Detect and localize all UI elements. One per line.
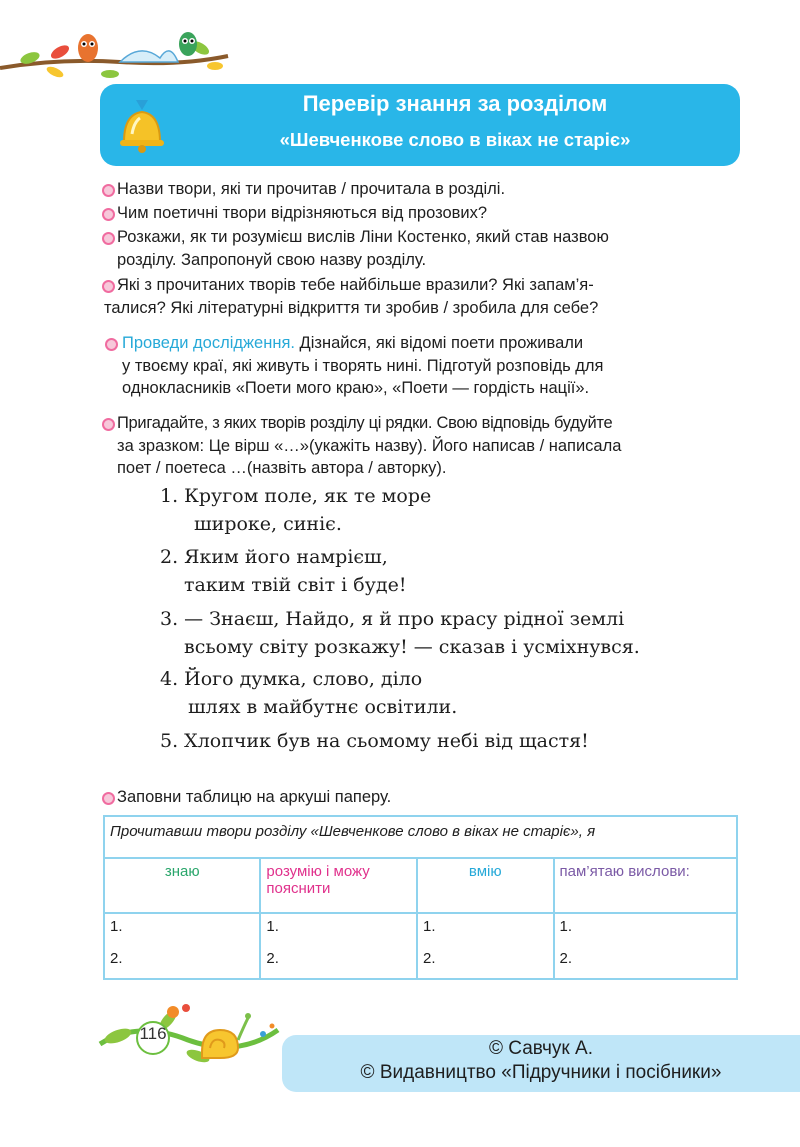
header-know: знаю <box>104 858 260 913</box>
bullet-icon <box>102 418 115 431</box>
bullet-icon <box>102 280 115 293</box>
copyright-author: © Савчук А. <box>489 1038 593 1059</box>
recall-text: Пригадайте, з яких творів розділу ці рядки. Свою відповідь будуйте <box>117 414 613 432</box>
question-text: Назви твори, які ти прочитав / прочитала в розділі. <box>117 180 506 198</box>
snail-flowers-decoration <box>98 1000 283 1072</box>
table-task <box>102 786 747 809</box>
table-cell: 2. <box>417 946 554 979</box>
header-understand <box>260 858 417 913</box>
banner-subtitle: «Шевченкове слово в віках не старіє» <box>279 129 631 150</box>
bell-icon <box>112 96 170 154</box>
question-text: талися? Які літературні відкриття ти зробив / зробила для себе? <box>104 298 599 317</box>
table-cell: 1. <box>104 913 260 946</box>
poem-line: 1. Кругом поле, як те море <box>160 485 432 507</box>
table-cell: 1. <box>554 913 737 946</box>
fill-table <box>103 815 738 980</box>
research-text: у твоєму краї, які живуть і творять нині. Підготуй розповідь для <box>122 356 604 375</box>
bullet-icon <box>102 184 115 197</box>
header-understand-line1: розумію і можу <box>266 863 370 880</box>
bullet-icon <box>105 338 118 351</box>
table-caption: Прочитавши твори розділу «Шевченкове слово в віках не старіє», я <box>104 816 737 858</box>
question-item <box>102 178 747 201</box>
research-text: однокласників «Поети мого краю», «Поети — гордість нації». <box>122 379 590 397</box>
header-remember: пам’ятаю вислови: <box>554 858 737 913</box>
banner-title: Перевір знання за розділом <box>302 91 608 116</box>
header-can: вмію <box>417 858 554 913</box>
question-item <box>102 274 747 319</box>
table-cell: 1. <box>417 913 554 946</box>
recall-text: поет / поетеса …(назвіть автора / авторку). <box>117 459 447 477</box>
table-cell: 2. <box>554 946 737 979</box>
question-text: Чим поетичні твори відрізняються від прозових? <box>117 204 488 222</box>
poem-line: 4. Його думка, слово, діло <box>160 668 423 690</box>
recall-task <box>102 412 747 480</box>
poem-line: шлях в майбутнє освітили. <box>188 696 458 718</box>
poem-line: всьому світу розкажу! — сказав і усміхнувся. <box>184 636 640 658</box>
question-text: Розкажи, як ти розумієш вислів Ліни Костенко, який став назвою <box>117 228 609 246</box>
table-cell: 2. <box>260 946 417 979</box>
table-task-text: Заповни таблицю на аркуші паперу. <box>117 788 392 806</box>
question-item <box>102 202 747 225</box>
bullet-icon <box>102 792 115 805</box>
bullet-icon <box>102 232 115 245</box>
research-highlight: Проведи дослідження. <box>122 334 295 352</box>
question-item <box>102 226 747 271</box>
poem-line: широке, синіє. <box>194 513 342 535</box>
bullet-icon <box>102 208 115 221</box>
question-text: розділу. Запропонуй свою назву розділу. <box>117 250 427 269</box>
table-cell: 1. <box>260 913 417 946</box>
table-cell: 2. <box>104 946 260 979</box>
recall-text: за зразком: Це вірш «…»(укажіть назву). Його написав / написала <box>117 436 622 455</box>
header-understand-line2: пояснити <box>266 880 331 897</box>
copyright-publisher: © Видавництво «Підручники і посібники» <box>360 1062 722 1083</box>
poem-line: 3. — Знаєш, Найдо, я й про красу рідної землі <box>160 608 625 630</box>
table-row <box>104 913 737 946</box>
table-row <box>104 946 737 979</box>
poem-line: таким твій світ і буде! <box>184 574 407 596</box>
research-task <box>102 332 747 400</box>
question-text: Які з прочитаних творів тебе найбільше вразили? Які запам’я- <box>117 276 594 294</box>
poem-line: 2. Яким його намрієш, <box>160 546 388 568</box>
page-number: 116 <box>139 1024 167 1043</box>
research-text: Дізнайся, які відомі поети проживали <box>294 334 584 352</box>
branch-birds-decoration <box>0 28 230 88</box>
poem-line: 5. Хлопчик був на сьомому небі від щастя! <box>160 730 589 752</box>
